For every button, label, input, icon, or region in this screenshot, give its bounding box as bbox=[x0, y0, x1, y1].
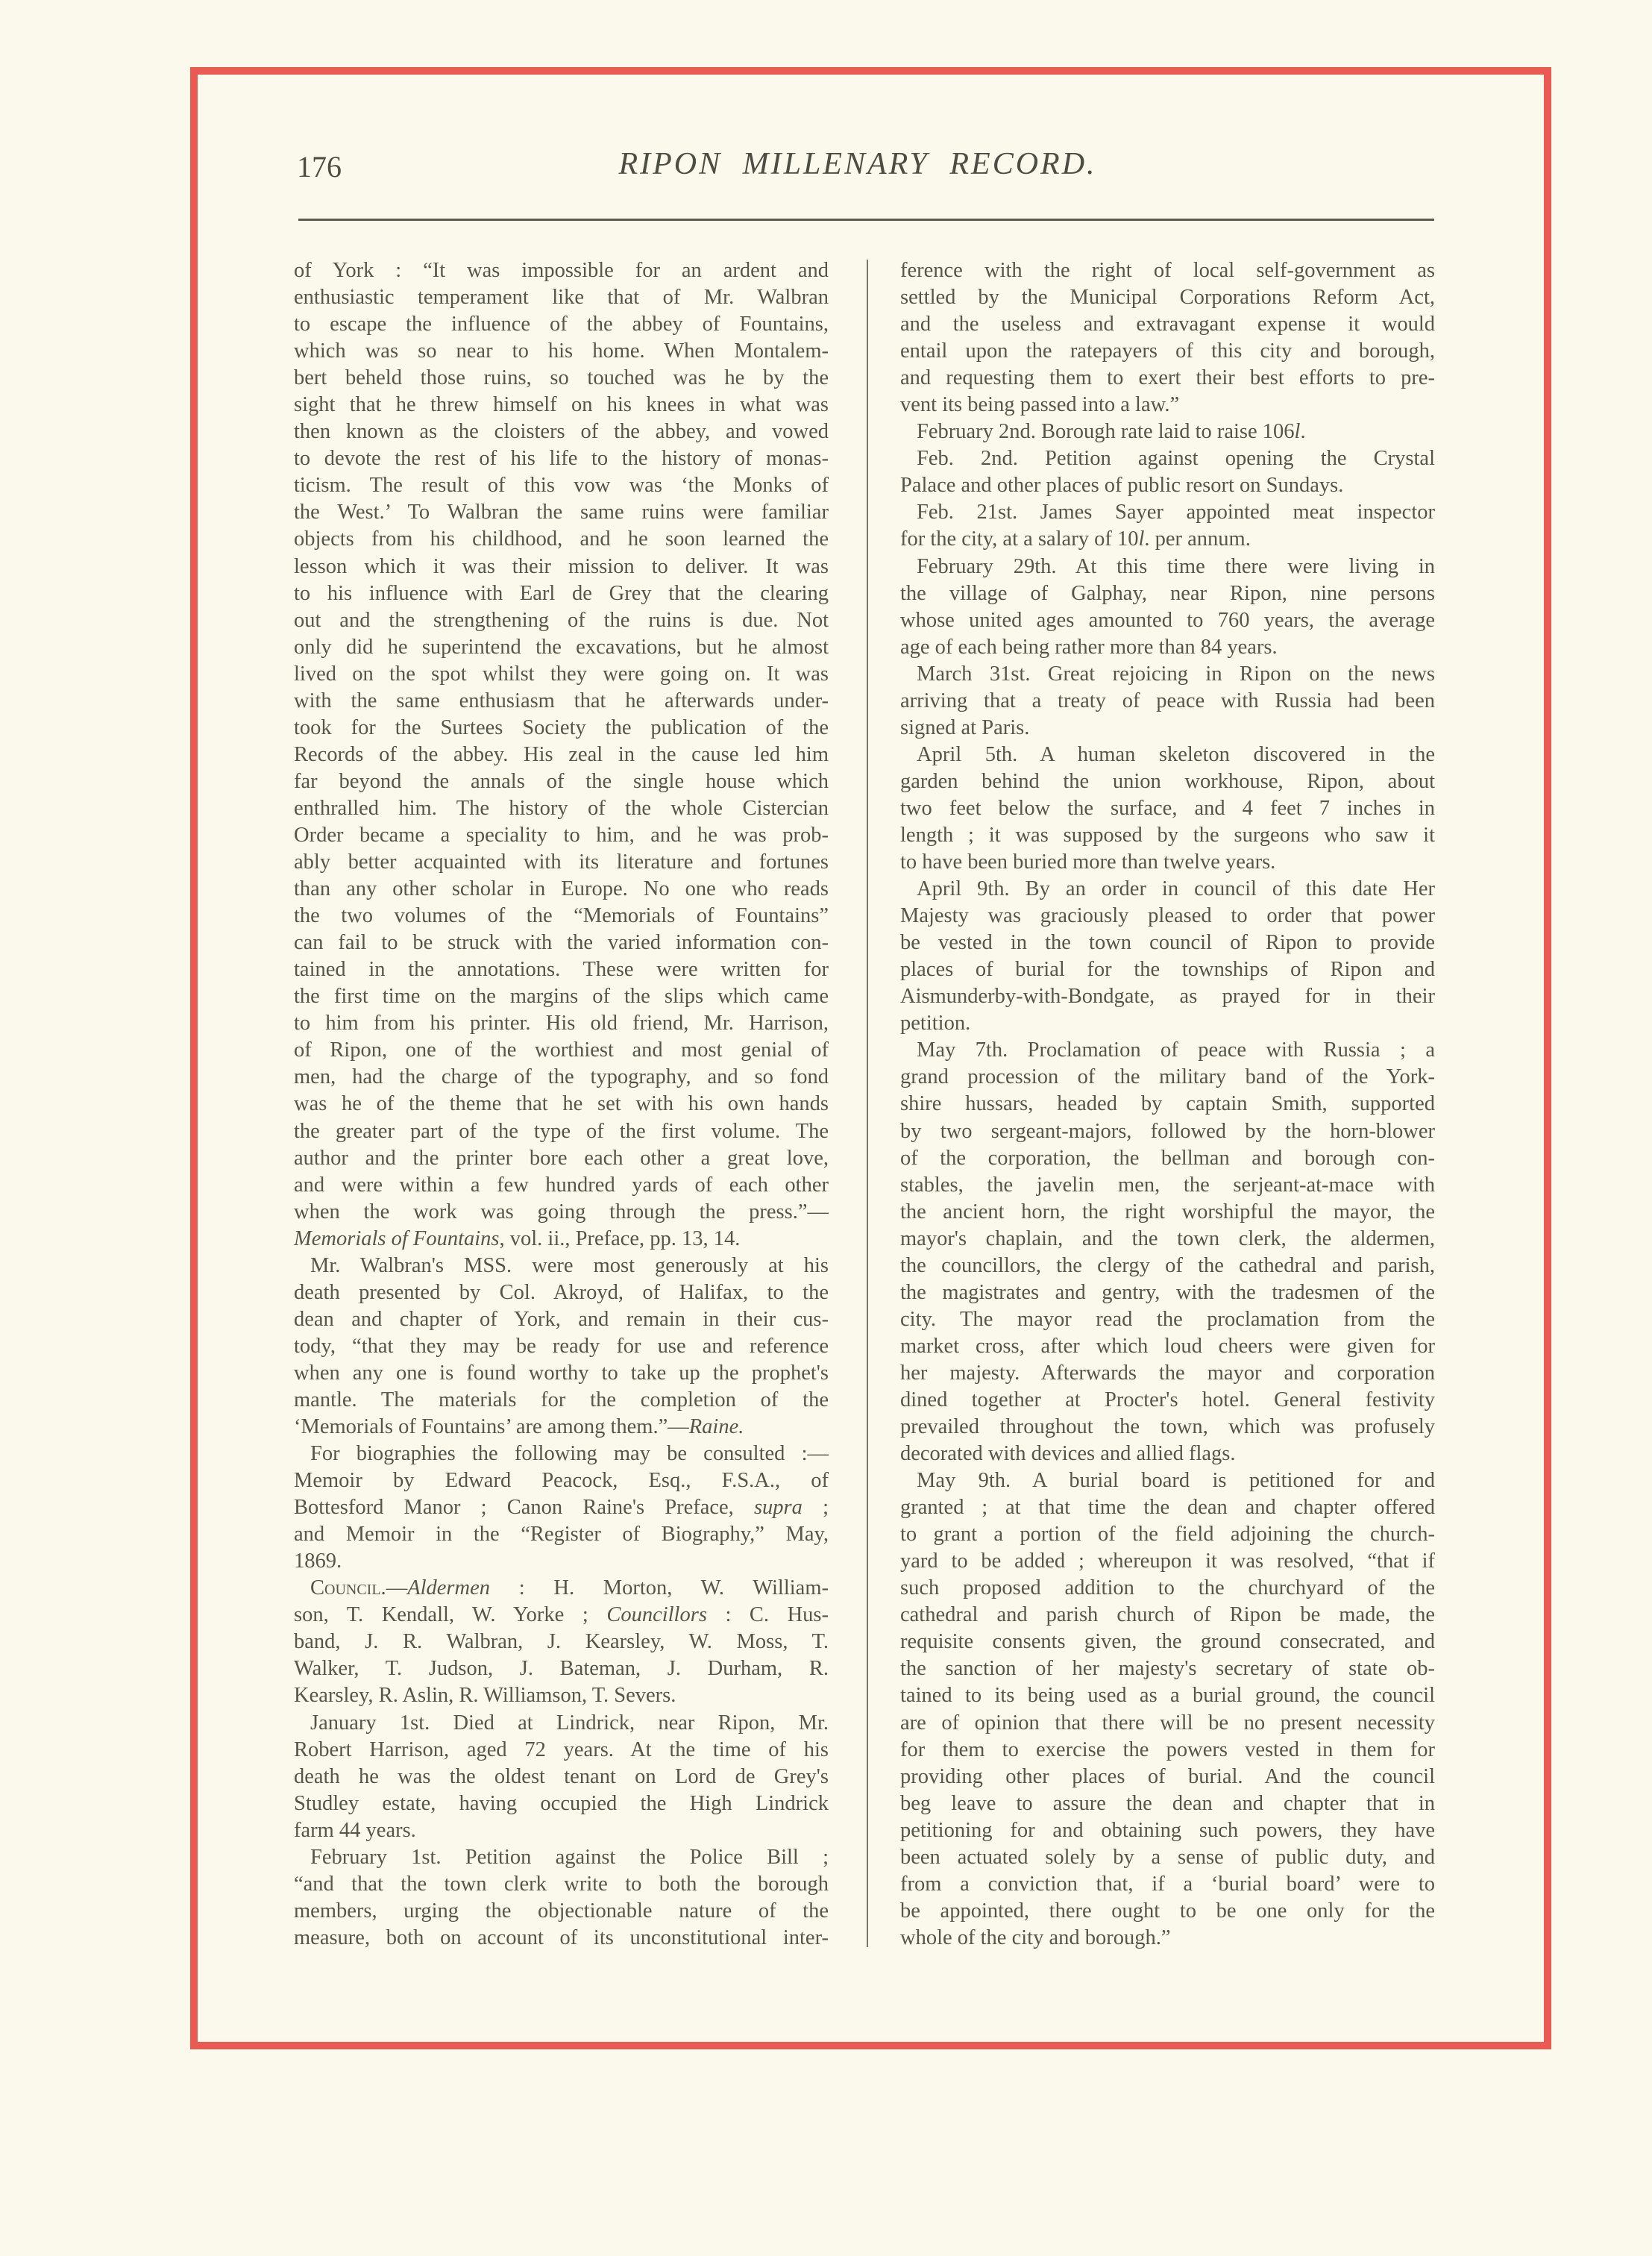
text-line: the two volumes of the “Memorials of Fountains” bbox=[294, 904, 829, 928]
text-line: and requesting them to exert their best efforts to pre- bbox=[900, 366, 1435, 390]
text-line: granted ; at that time the dean and chapter offered bbox=[900, 1496, 1435, 1520]
text-line: was he of the theme that he set with his own hands bbox=[294, 1092, 829, 1116]
text-line: arriving that a treaty of peace with Russia had been bbox=[900, 689, 1435, 712]
text-line bbox=[294, 1494, 829, 1521]
text-line: enthralled him. The history of the whole Cistercian bbox=[294, 796, 829, 820]
text-line bbox=[294, 1602, 829, 1629]
left-column bbox=[294, 257, 829, 1952]
paragraph bbox=[294, 1253, 829, 1441]
italic-text: l bbox=[1138, 527, 1145, 551]
running-title: RIPON MILLENARY RECORD. bbox=[618, 147, 1097, 181]
text-segment: ‘Memorials of Fountains’ are among them.”— bbox=[294, 1415, 689, 1439]
text-line: of York : “It was impossible for an ardent and bbox=[294, 259, 829, 282]
text-line: providing other places of burial. And the council bbox=[900, 1764, 1435, 1788]
text-line: bert beheld those ruins, so touched was he by the bbox=[294, 366, 829, 390]
text-line: to grant a portion of the field adjoining the church- bbox=[900, 1523, 1435, 1547]
text-line: sight that he threw himself on his knees in what was bbox=[294, 393, 829, 417]
text-line: stables, the javelin men, the serjeant-at-mace with bbox=[900, 1173, 1435, 1197]
text-line: which was so near to his home. When Montalem- bbox=[294, 339, 829, 363]
text-line: only did he superintend the excavations, but he almost bbox=[294, 635, 829, 659]
text-line: tody, “that they may be ready for use and reference bbox=[294, 1334, 829, 1358]
paragraph bbox=[900, 257, 1435, 419]
text-line: Feb. 2nd. Petition against opening the Crystal bbox=[917, 447, 1435, 471]
text-line: members, urging the objectionable nature of the bbox=[294, 1899, 829, 1923]
text-line: May 7th. Proclamation of peace with Russia ; a bbox=[917, 1038, 1435, 1062]
text-line: to him from his printer. His old friend, Mr. Harrison, bbox=[294, 1012, 829, 1035]
text-line: lived on the spot whilst they were going on. It was bbox=[294, 662, 829, 686]
text-line: than any other scholar in Europe. No one who reads bbox=[294, 877, 829, 901]
paragraph bbox=[900, 419, 1435, 445]
paragraph bbox=[900, 661, 1435, 742]
italic-text: Raine. bbox=[688, 1415, 744, 1439]
text-line: entail upon the ratepayers of this city and borough, bbox=[900, 339, 1435, 363]
italic-text: l bbox=[1294, 420, 1301, 444]
paragraph bbox=[294, 1710, 829, 1844]
text-line: and the useless and extravagant expense it would bbox=[900, 313, 1435, 336]
text-line: petition. bbox=[900, 1012, 971, 1035]
text-line: be appointed, there ought to be one only for the bbox=[900, 1899, 1435, 1923]
text-line: out and the strengthening of the ruins is due. Not bbox=[294, 608, 829, 632]
text-line: mantle. The materials for the completion of the bbox=[294, 1388, 829, 1411]
text-line: age of each being rather more than 84 years. bbox=[900, 635, 1278, 659]
text-line: places of burial for the townships of Ripon and bbox=[900, 958, 1435, 982]
text-line: settled by the Municipal Corporations Reform Act, bbox=[900, 286, 1435, 310]
text-line: and Memoir in the “Register of Biography,” May, bbox=[294, 1523, 829, 1547]
text-line: whose united ages amounted to 760 years, the average bbox=[900, 608, 1435, 632]
paragraph bbox=[294, 257, 829, 1253]
text-line: for them to exercise the powers vested in them for bbox=[900, 1738, 1435, 1761]
text-segment: . bbox=[1300, 420, 1306, 444]
text-line: beg leave to assure the dean and chapter that in bbox=[900, 1791, 1435, 1815]
text-line: tained to its being used as a burial ground, the council bbox=[900, 1684, 1435, 1708]
text-line: cathedral and parish church of Ripon be made, the bbox=[900, 1603, 1435, 1627]
text-line bbox=[900, 419, 1435, 445]
text-line: Walker, T. Judson, J. Bateman, J. Durham, R. bbox=[294, 1657, 829, 1681]
text-line: shire hussars, headed by captain Smith, supported bbox=[900, 1092, 1435, 1116]
paragraph bbox=[900, 742, 1435, 876]
paragraph bbox=[900, 554, 1435, 661]
text-segment: ; bbox=[802, 1496, 829, 1520]
paragraph bbox=[294, 1441, 829, 1575]
text-line: two feet below the surface, and 4 feet 7 inches in bbox=[900, 796, 1435, 820]
text-line bbox=[294, 1226, 829, 1253]
text-line: the sanction of her majesty's secretary of state ob- bbox=[900, 1657, 1435, 1681]
text-line: the West.’ To Walbran the same ruins were familiar bbox=[294, 501, 829, 524]
text-segment: . per annum. bbox=[1144, 527, 1251, 551]
text-line: men, had the charge of the typography, and so fond bbox=[294, 1065, 829, 1089]
paragraph bbox=[900, 876, 1435, 1037]
text-line: from a conviction that, if a ‘burial board’ were to bbox=[900, 1872, 1435, 1896]
small-caps-text: Council. bbox=[310, 1576, 386, 1600]
text-line: enthusiastic temperament like that of Mr. Walbran bbox=[294, 286, 829, 310]
text-line: April 5th. A human skeleton discovered in the bbox=[917, 742, 1435, 766]
text-line: 1869. bbox=[294, 1550, 342, 1573]
text-line: been actuated solely by a sense of public duty, and bbox=[900, 1845, 1435, 1869]
text-segment: for the city, at a salary of 10 bbox=[900, 527, 1139, 551]
text-line: mayor's chaplain, and the town clerk, the aldermen, bbox=[900, 1226, 1435, 1250]
text-line: Aismunderby-with-Bondgate, as prayed for in their bbox=[900, 985, 1435, 1009]
text-line: petitioning for and obtaining such powers, they have bbox=[900, 1818, 1435, 1842]
header-rule bbox=[298, 219, 1434, 221]
paragraph bbox=[900, 445, 1435, 499]
text-line: be vested in the town council of Ripon to provide bbox=[900, 931, 1435, 955]
text-line: of Ripon, one of the worthiest and most genial of bbox=[294, 1038, 829, 1062]
text-segment: — bbox=[386, 1576, 408, 1600]
text-line: to escape the influence of the abbey of Fountains, bbox=[294, 313, 829, 336]
text-line: Feb. 21st. James Sayer appointed meat inspector bbox=[917, 501, 1435, 524]
text-line: when the work was going through the press.”— bbox=[294, 1200, 829, 1223]
text-segment: , vol. ii., Preface, pp. 13, 14. bbox=[499, 1226, 741, 1250]
text-line: May 9th. A burial board is petitioned for and bbox=[917, 1469, 1435, 1493]
text-line: and were within a few hundred yards of each other bbox=[294, 1173, 829, 1197]
text-line: Mr. Walbran's MSS. were most generously at his bbox=[310, 1253, 829, 1277]
text-line: market cross, after which loud cheers were given for bbox=[900, 1334, 1435, 1358]
text-line: length ; it was supposed by the surgeons who saw it bbox=[900, 823, 1435, 847]
text-line: lesson which it was their mission to deliver. It was bbox=[294, 554, 829, 578]
text-line: dean and chapter of York, and remain in their cus- bbox=[294, 1307, 829, 1331]
text-line: Studley estate, having occupied the High Lindrick bbox=[294, 1791, 829, 1815]
text-line: April 9th. By an order in council of this date Her bbox=[917, 877, 1435, 901]
text-line: of the corporation, the bellman and borough con- bbox=[900, 1146, 1435, 1170]
text-line: to devote the rest of his life to the history of monas- bbox=[294, 447, 829, 471]
text-line: death he was the oldest tenant on Lord de Grey's bbox=[294, 1764, 829, 1788]
text-line: ably better acquainted with its literature and fortunes bbox=[294, 850, 829, 874]
text-line: the ancient horn, the right worshipful the mayor, the bbox=[900, 1200, 1435, 1223]
text-line bbox=[900, 526, 1435, 553]
text-line: garden behind the union workhouse, Ripon, about bbox=[900, 769, 1435, 793]
text-line: Robert Harrison, aged 72 years. At the time of his bbox=[294, 1738, 829, 1761]
text-line: city. The mayor read the proclamation from the bbox=[900, 1307, 1435, 1331]
text-line: Majesty was graciously pleased to order that power bbox=[900, 904, 1435, 928]
text-line: the first time on the margins of the slips which came bbox=[294, 985, 829, 1009]
text-line: Memoir by Edward Peacock, Esq., F.S.A., of bbox=[294, 1469, 829, 1493]
paragraph bbox=[900, 1037, 1435, 1467]
text-line: by two sergeant-majors, followed by the horn-blower bbox=[900, 1119, 1435, 1143]
text-line: February 1st. Petition against the Police Bill ; bbox=[310, 1845, 829, 1869]
text-line: the magistrates and gentry, with the tradesmen of the bbox=[900, 1280, 1435, 1304]
text-line: grand procession of the military band of the York- bbox=[900, 1065, 1435, 1089]
text-segment: February 2nd. Borough rate laid to raise 106 bbox=[917, 420, 1295, 444]
paragraph bbox=[294, 1575, 829, 1709]
paragraph bbox=[900, 499, 1435, 553]
text-segment: son, T. Kendall, W. Yorke ; bbox=[294, 1603, 607, 1627]
text-line: with the same enthusiasm that he afterwards under- bbox=[294, 689, 829, 712]
text-line bbox=[294, 1414, 829, 1441]
text-line: decorated with devices and allied flags. bbox=[900, 1442, 1236, 1466]
text-line: ticism. The result of this vow was ‘the Monks of bbox=[294, 474, 829, 498]
text-line: January 1st. Died at Lindrick, near Ripon, Mr. bbox=[310, 1711, 829, 1735]
text-segment: Bottesford Manor ; Canon Raine's Preface, bbox=[294, 1496, 754, 1520]
text-line: to have been buried more than twelve years. bbox=[900, 850, 1276, 874]
paragraph bbox=[900, 1467, 1435, 1952]
column-divider bbox=[867, 260, 868, 1947]
italic-text: supra bbox=[753, 1496, 803, 1520]
text-line: Kearsley, R. Aslin, R. Williamson, T. Severs. bbox=[294, 1684, 676, 1708]
text-line: her majesty. Afterwards the mayor and corporation bbox=[900, 1361, 1435, 1385]
text-line: Records of the abbey. His zeal in the cause led him bbox=[294, 742, 829, 766]
text-line: can fail to be struck with the varied information con- bbox=[294, 931, 829, 955]
text-line: “and that the town clerk write to both the borough bbox=[294, 1872, 829, 1896]
text-line: Palace and other places of public resort on Sundays. bbox=[900, 474, 1344, 498]
italic-text: Memorials of Fountains bbox=[294, 1226, 500, 1250]
italic-text: Aldermen bbox=[407, 1576, 490, 1600]
text-line: objects from his childhood, and he soon learned the bbox=[294, 527, 829, 551]
page-number: 176 bbox=[297, 150, 342, 184]
text-line: the councillors, the clergy of the cathedral and parish, bbox=[900, 1253, 1435, 1277]
text-line: March 31st. Great rejoicing in Ripon on the news bbox=[917, 662, 1435, 686]
text-line: when any one is found worthy to take up the prophet's bbox=[294, 1361, 829, 1385]
text-line: requisite consents given, the ground consecrated, and bbox=[900, 1630, 1435, 1654]
text-line: whole of the city and borough.” bbox=[900, 1926, 1171, 1949]
text-line: ference with the right of local self-government as bbox=[900, 259, 1435, 282]
text-line: signed at Paris. bbox=[900, 715, 1030, 739]
text-line: the greater part of the type of the first volume. The bbox=[294, 1119, 829, 1143]
right-column bbox=[900, 257, 1435, 1952]
text-line: yard to be added ; whereupon it was resolved, “that if bbox=[900, 1550, 1435, 1573]
text-line: the village of Galphay, near Ripon, nine persons bbox=[900, 581, 1435, 605]
text-segment: : C. Hus- bbox=[706, 1603, 829, 1627]
text-line: are of opinion that there will be no present necessity bbox=[900, 1711, 1435, 1735]
text-line: measure, both on account of its unconstitutional inter- bbox=[294, 1926, 829, 1949]
text-line: prevailed throughout the town, which was profusely bbox=[900, 1415, 1435, 1439]
text-line bbox=[294, 1575, 829, 1602]
italic-text: Councillors bbox=[606, 1603, 707, 1627]
paragraph bbox=[294, 1844, 829, 1952]
text-line: dined together at Procter's hotel. General festivity bbox=[900, 1388, 1435, 1411]
text-line: February 29th. At this time there were living in bbox=[917, 554, 1435, 578]
text-line: band, J. R. Walbran, J. Kearsley, W. Moss, T. bbox=[294, 1630, 829, 1654]
text-segment: : H. Morton, W. William- bbox=[490, 1576, 829, 1600]
text-line: Order became a speciality to him, and he was prob- bbox=[294, 823, 829, 847]
text-line: such proposed addition to the churchyard of the bbox=[900, 1576, 1435, 1600]
text-line: vent its being passed into a law.” bbox=[900, 393, 1180, 417]
text-line: tained in the annotations. These were written for bbox=[294, 958, 829, 982]
text-line: then known as the cloisters of the abbey, and vowed bbox=[294, 420, 829, 444]
text-line: farm 44 years. bbox=[294, 1818, 416, 1842]
text-line: death presented by Col. Akroyd, of Halifax, to the bbox=[294, 1280, 829, 1304]
text-line: far beyond the annals of the single house which bbox=[294, 769, 829, 793]
text-line: For biographies the following may be consulted :— bbox=[310, 1442, 829, 1466]
text-line: author and the printer bore each other a great love, bbox=[294, 1146, 829, 1170]
text-line: to his influence with Earl de Grey that the clearing bbox=[294, 581, 829, 605]
text-line: took for the Surtees Society the publication of the bbox=[294, 715, 829, 739]
